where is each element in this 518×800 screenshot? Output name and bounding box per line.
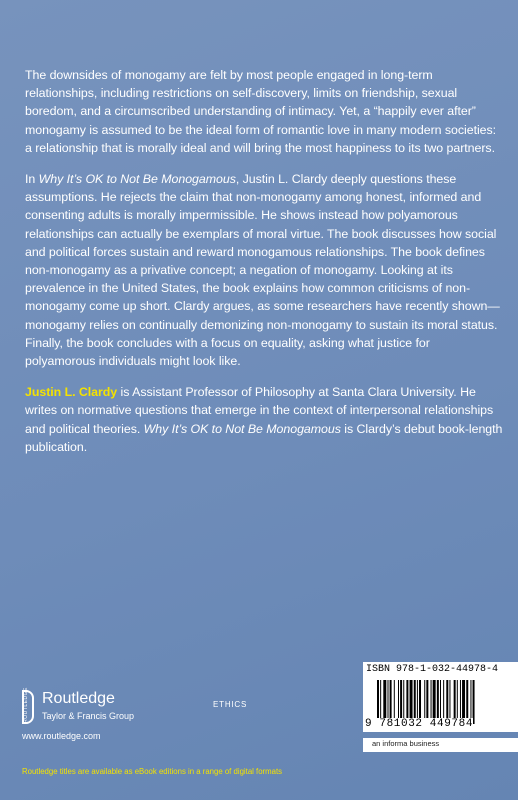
informa-panel	[363, 738, 518, 752]
author-bio	[25, 383, 503, 456]
blurb-paragraph-2	[25, 170, 503, 370]
author-bio-text: is Assistant Professor of Philosophy at Santa Clara University. He writes on normative questions that emerge in the context of interpersonal relationships and political theories.	[25, 385, 494, 436]
informa-text: an informa business	[372, 739, 440, 748]
barcode-number: 9 781032 449784	[365, 718, 474, 730]
isbn-text: ISBN 978-1-032-44978-4	[366, 664, 499, 675]
blurb-paragraph-1: The downsides of monogamy are felt by most people engaged in long-term relationships, including restrictions on self-discovery, limits on friendship, sexual boredom, and a circumscribed understanding of intimacy. Yet, a “happily ever after” monogamy is assumed to be the ideal form of romantic love in many modern societies: a relationship that is morally ideal and will bring the most happiness to its two partners.	[25, 68, 497, 155]
barcode-panel	[363, 662, 518, 732]
publisher-name: Routledge	[42, 690, 115, 707]
logo-vertical-text: ROUTLEDGE	[22, 687, 29, 723]
subject-category: ETHICS	[213, 700, 248, 709]
blurb-p2-title: Why It’s OK to Not Be Monogamous	[38, 172, 236, 187]
author-name: Justin L. Clardy	[25, 385, 118, 400]
ebook-note: Routledge titles are available as eBook editions in a range of digital formats	[22, 767, 283, 776]
back-cover-blurb	[25, 66, 503, 469]
publisher-website: www.routledge.com	[22, 731, 101, 741]
publisher-subtitle: Taylor & Francis Group	[42, 711, 135, 721]
author-bio-title: Why It’s OK to Not Be Monogamous	[143, 421, 341, 436]
blurb-p2-intro: In	[25, 172, 39, 187]
author-bio-end: is Clardy’s debut book-length publication.	[25, 421, 503, 454]
blurb-p2-rest: , Justin L. Clardy deeply questions these assumptions. He rejects the claim that non-monogamy among honest, informed and consenting adults is morally impermissible. He shows instead how polyamorous relationships can actually be exemplars of moral virtue. The book discusses how social and political forces sustain and reward monogamous relationships. The book defines non-monogamy as a privative concept; a negation of monogamy. Looking at its prevalence in the United States, the book explains how common criticisms of non-monogamy come up short. Clardy argues, as some researchers have recently shown—monogamy relies on continually demonizing non-monogamy to sustain its moral status. Finally, the book concludes with a focus on equality, asking what justice for polyamorous individuals might look like.	[25, 172, 500, 369]
